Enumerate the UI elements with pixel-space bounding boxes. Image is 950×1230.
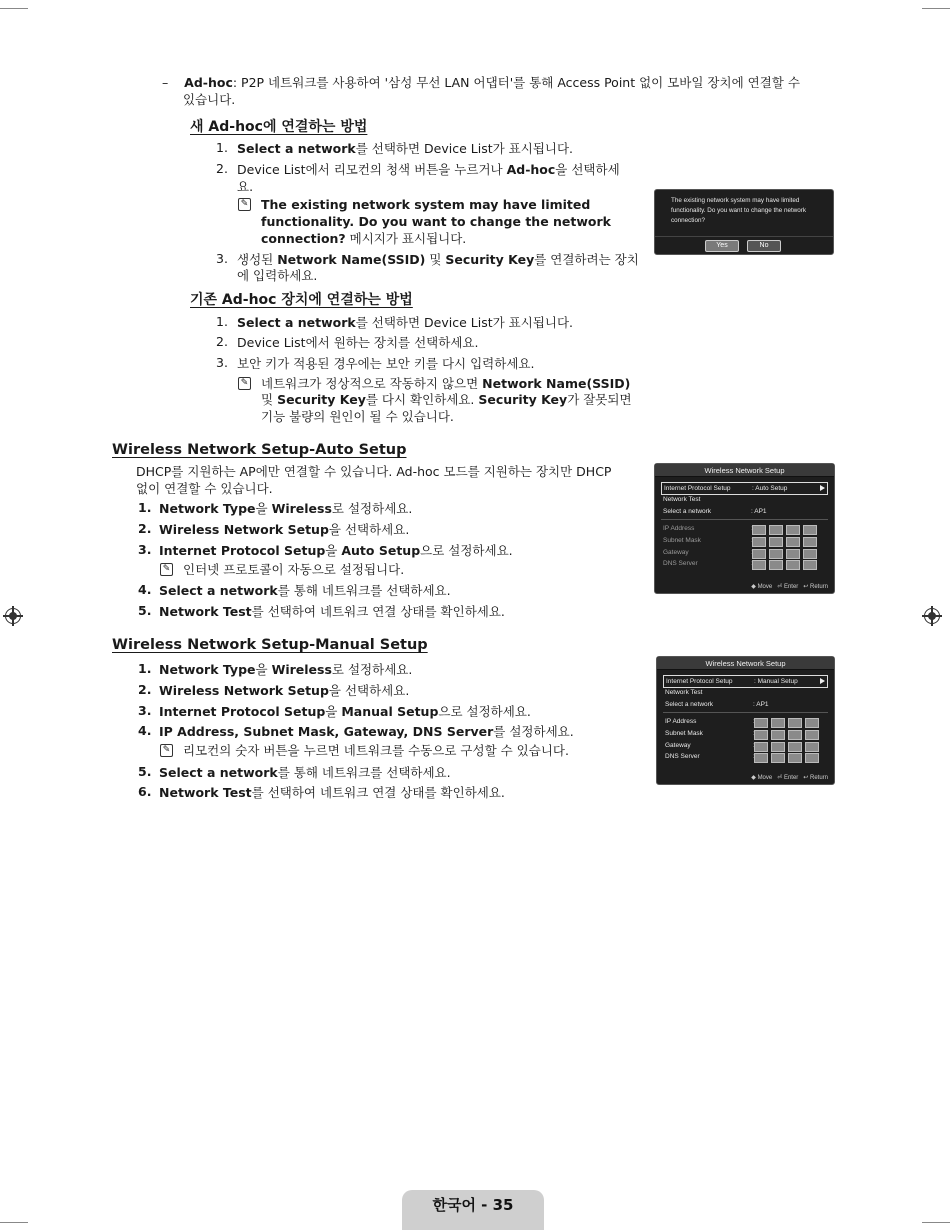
intro-text: : P2P 네트워크를 사용하여 '삼성 무선 LAN 어댑터'를 통해 Access Point 없이 모바일 장치에 연결할 수 xyxy=(232,75,800,90)
arrow-right-icon xyxy=(820,678,825,684)
step-number: 1. xyxy=(216,140,228,155)
step-bold: Security Key xyxy=(445,252,535,267)
arrow-right-icon xyxy=(820,485,825,491)
step-number: 5. xyxy=(138,764,152,779)
ip-octet-box xyxy=(769,537,783,547)
screen-footer: ◆ Move ⏎ Enter ↩ Return xyxy=(751,775,828,781)
existing-adhoc-step-2: Device List에서 원하는 장치를 선택하세요. xyxy=(237,335,479,350)
existing-adhoc-step-3: 보안 키가 적용된 경우에는 보안 키를 다시 입력하세요. xyxy=(237,356,535,371)
registration-mark-icon xyxy=(5,608,21,624)
select-network-row[interactable] xyxy=(661,506,828,517)
step-text: 를 통해 네트워크를 선택하세요. xyxy=(277,765,451,780)
subnet-row[interactable] xyxy=(663,728,828,739)
ip-octet-box xyxy=(788,742,802,752)
row-label: Subnet Mask xyxy=(663,537,701,544)
network-test-row[interactable] xyxy=(661,494,828,505)
step-number: 3. xyxy=(138,542,152,557)
step-number: 3. xyxy=(216,355,228,370)
row-label: IP Address xyxy=(665,718,697,725)
step-number: 4. xyxy=(138,582,152,597)
step-text: 로 설정하세요. xyxy=(331,501,413,516)
step-bold: Select a network xyxy=(237,315,356,330)
dialog-screen xyxy=(654,189,834,255)
step-bold: Select a network xyxy=(159,765,278,780)
network-test-row[interactable] xyxy=(663,687,828,698)
ip-octet-box xyxy=(803,537,817,547)
adhoc-term: Ad-hoc xyxy=(184,75,233,90)
step-text: 을 xyxy=(255,662,272,677)
ip-octet-box xyxy=(786,549,800,559)
new-adhoc-step-3-cont: 에 입력하세요. xyxy=(237,268,318,283)
existing-note-line-2 xyxy=(261,391,632,408)
dash: – xyxy=(162,75,169,90)
note-line-2: functionality. Do you want to change the network xyxy=(261,214,611,229)
row-label: DNS Server xyxy=(665,753,700,760)
step-number: 3. xyxy=(138,703,152,718)
step-text: 로 설정하세요. xyxy=(331,662,413,677)
ip-octet-box xyxy=(803,549,817,559)
step-text: Device List에서 리모컨의 청색 버튼을 누르거나 xyxy=(237,162,507,177)
step-bold: Network Type xyxy=(159,662,256,677)
move-hint: Move xyxy=(757,775,773,781)
note-icon: ✎ xyxy=(160,744,173,757)
ip-octet-box xyxy=(752,549,766,559)
step-number: 3. xyxy=(216,251,228,266)
step-line xyxy=(159,784,505,801)
crop-mark xyxy=(922,1222,950,1223)
dns-row[interactable] xyxy=(663,751,828,762)
step-number: 5. xyxy=(138,603,152,618)
step-number: 1. xyxy=(138,500,152,515)
note-bold: Security Key xyxy=(478,392,568,407)
note-text: 인터넷 프로토콜이 자동으로 설정됩니다. xyxy=(183,562,405,577)
step-text: 을 xyxy=(255,501,272,516)
no-button[interactable]: No xyxy=(747,240,781,252)
step-text: 을 선택하세 xyxy=(555,162,620,177)
step-text: 를 선택하면 Device List가 표시됩니다. xyxy=(355,315,574,330)
note-bold: Network Name(SSID) xyxy=(482,376,631,391)
step-text: 생성된 xyxy=(237,252,278,267)
step-bold: Select a network xyxy=(237,141,356,156)
ip-octet-box xyxy=(803,525,817,535)
new-adhoc-heading: 새 Ad-hoc에 연결하는 방법 xyxy=(190,119,368,135)
step-bold: Network Name(SSID) xyxy=(277,252,426,267)
step-text: 을 xyxy=(325,543,342,558)
ip-octet-box xyxy=(805,742,819,752)
ip-octet-box xyxy=(752,560,766,570)
step-text: 및 xyxy=(425,252,446,267)
note-bold: Security Key xyxy=(277,392,366,407)
ip-octet-box xyxy=(786,525,800,535)
note-text: 메시지가 표시됩니다. xyxy=(345,231,467,246)
step-text: 를 설정하세요. xyxy=(493,724,574,739)
row-label: Select a network xyxy=(663,508,712,515)
new-adhoc-step-2-cont: 요. xyxy=(237,179,254,194)
step-bold: Wireless Network Setup xyxy=(159,522,329,537)
yes-button[interactable]: Yes xyxy=(705,240,739,252)
step-line xyxy=(159,603,505,620)
row-value: : AP1 xyxy=(753,701,769,708)
screen-footer: ◆ Move ⏎ Enter ↩ Return xyxy=(751,584,828,590)
crop-mark xyxy=(922,8,950,9)
note-icon: ✎ xyxy=(160,563,173,576)
row-value: : AP1 xyxy=(751,508,767,515)
step-number: 1. xyxy=(138,661,152,676)
ip-octet-box xyxy=(771,742,785,752)
note-text: 가 잘못되면 xyxy=(567,392,632,407)
row-label: Gateway xyxy=(663,549,689,556)
ip-octet-box xyxy=(771,730,785,740)
existing-adhoc-heading: 기존 Ad-hoc 장치에 연결하는 방법 xyxy=(190,292,413,308)
note-bold: connection? xyxy=(261,231,346,246)
ip-octet-box xyxy=(805,730,819,740)
step-line xyxy=(159,500,412,517)
step-line xyxy=(159,764,451,781)
note-text: 네트워크가 정상적으로 작동하지 않으면 xyxy=(261,376,483,391)
note-icon: ✎ xyxy=(238,377,251,390)
crop-mark xyxy=(0,1222,28,1223)
auto-setup-desc-2: 없이 연결할 수 있습니다. xyxy=(136,481,273,496)
step-bold: Network Test xyxy=(159,604,252,619)
step-text: 으로 설정하세요. xyxy=(420,543,513,558)
return-hint: Return xyxy=(809,584,828,590)
row-label: Subnet Mask xyxy=(665,730,703,737)
step-line xyxy=(159,723,574,740)
step-bold: Wireless xyxy=(271,501,332,516)
intro-line-1 xyxy=(162,74,800,91)
ip-octet-box xyxy=(805,753,819,763)
ip-octet-box xyxy=(788,753,802,763)
ip-octet-box xyxy=(805,718,819,728)
row-label: Select a network xyxy=(665,701,714,708)
ip-octet-box xyxy=(788,718,802,728)
step-bold: Internet Protocol Setup xyxy=(159,704,326,719)
ip-octet-box xyxy=(786,560,800,570)
dialog-message: The existing network system may have limited functionality. Do you want to change the network connection? xyxy=(671,197,806,224)
enter-hint: Enter xyxy=(783,584,799,590)
step-bold: Select a network xyxy=(159,583,278,598)
step-line xyxy=(159,521,409,538)
step-line xyxy=(159,703,531,720)
divider xyxy=(655,236,833,237)
step-bold: Manual Setup xyxy=(341,704,439,719)
step-text: 을 xyxy=(325,704,342,719)
step-text: 를 연결하려는 장치 xyxy=(534,252,639,267)
step-bold: Network Type xyxy=(159,501,256,516)
existing-adhoc-step-1 xyxy=(237,314,573,331)
step-bold: Auto Setup xyxy=(341,543,421,558)
row-label: DNS Server xyxy=(663,560,698,567)
step-line xyxy=(159,661,412,678)
step-number: 4. xyxy=(138,723,152,738)
step-bold: Network Test xyxy=(159,785,252,800)
ip-octet-box xyxy=(803,560,817,570)
step-bold: Ad-hoc xyxy=(506,162,556,177)
step-number: 6. xyxy=(138,784,152,799)
ip-octet-box xyxy=(754,718,768,728)
step-line xyxy=(159,582,451,599)
step-text: 을 선택하세요. xyxy=(328,683,410,698)
row-label: IP Address xyxy=(663,525,695,532)
step-text: 를 통해 네트워크를 선택하세요. xyxy=(277,583,451,598)
step-number: 2. xyxy=(216,161,228,176)
note-line-3 xyxy=(261,230,466,247)
step-number: 1. xyxy=(216,314,228,329)
row-label: Gateway xyxy=(665,742,691,749)
manual-setup-screen xyxy=(656,656,835,785)
auto-setup-heading: Wireless Network Setup-Auto Setup xyxy=(112,442,407,458)
ip-octet-box xyxy=(754,730,768,740)
ip-octet-box xyxy=(771,718,785,728)
ip-octet-box xyxy=(786,537,800,547)
crop-mark xyxy=(0,8,28,9)
ip-row[interactable] xyxy=(663,716,828,727)
screen-title: Wireless Network Setup xyxy=(704,466,785,475)
gateway-row[interactable] xyxy=(663,740,828,751)
ip-octet-box xyxy=(788,730,802,740)
row-label: Network Test xyxy=(663,496,701,503)
ip-octet-box xyxy=(754,753,768,763)
step-bold: Wireless Network Setup xyxy=(159,683,329,698)
step-line xyxy=(159,542,513,559)
row-value: : Manual Setup xyxy=(754,678,798,685)
row-label: Internet Protocol Setup xyxy=(664,485,731,492)
step-bold: IP Address, Subnet Mask, Gateway, DNS Server xyxy=(159,724,494,739)
note-text: 를 다시 확인하세요. xyxy=(365,392,479,407)
step-text: 을 선택하세요. xyxy=(328,522,410,537)
row-value: : Auto Setup xyxy=(752,485,788,492)
row-label: Internet Protocol Setup xyxy=(666,678,733,685)
auto-setup-screen xyxy=(654,463,835,594)
intro-line-2: 있습니다. xyxy=(183,92,236,107)
row-label: Network Test xyxy=(665,689,703,696)
divider xyxy=(663,712,828,713)
move-hint: Move xyxy=(757,584,773,590)
existing-note-line-1 xyxy=(261,375,630,392)
select-network-row[interactable] xyxy=(663,699,828,710)
manual-setup-heading: Wireless Network Setup-Manual Setup xyxy=(112,637,428,653)
new-adhoc-step-2 xyxy=(237,161,620,178)
step-number: 2. xyxy=(138,682,152,697)
note-text: 리모컨의 숫자 버튼을 누르면 네트워크를 수동으로 구성할 수 있습니다. xyxy=(183,743,569,758)
ip-octet-box xyxy=(771,753,785,763)
step-bold: Wireless xyxy=(271,662,332,677)
step-text: 으로 설정하세요. xyxy=(438,704,531,719)
auto-setup-desc-1: DHCP를 지원하는 AP에만 연결할 수 있습니다. Ad-hoc 모드를 지원하는 장치만 DHCP xyxy=(136,464,612,479)
ip-octet-box xyxy=(769,549,783,559)
return-hint: Return xyxy=(809,775,828,781)
step-text: 를 선택하면 Device List가 표시됩니다. xyxy=(355,141,574,156)
ip-octet-box xyxy=(752,537,766,547)
step-text: 를 선택하여 네트워크 연결 상태를 확인하세요. xyxy=(251,785,505,800)
divider xyxy=(661,519,828,520)
new-adhoc-step-1 xyxy=(237,140,573,157)
note-icon: ✎ xyxy=(238,198,251,211)
ip-octet-box xyxy=(752,525,766,535)
step-text: 를 선택하여 네트워크 연결 상태를 확인하세요. xyxy=(251,604,505,619)
ip-octet-box xyxy=(754,742,768,752)
ip-octet-box xyxy=(769,525,783,535)
note-text: 및 xyxy=(261,392,278,407)
enter-hint: Enter xyxy=(783,775,799,781)
ip-octet-box xyxy=(769,560,783,570)
page-number-tab: 한국어 - 35 xyxy=(402,1190,544,1230)
new-adhoc-step-3 xyxy=(237,251,639,268)
step-number: 2. xyxy=(216,334,228,349)
note-line-1: The existing network system may have limited xyxy=(261,197,591,212)
screen-title: Wireless Network Setup xyxy=(705,659,786,668)
registration-mark-icon xyxy=(924,608,940,624)
step-bold: Internet Protocol Setup xyxy=(159,543,326,558)
step-number: 2. xyxy=(138,521,152,536)
existing-note-line-3: 기능 불량의 원인이 될 수 있습니다. xyxy=(261,409,454,424)
step-line xyxy=(159,682,409,699)
